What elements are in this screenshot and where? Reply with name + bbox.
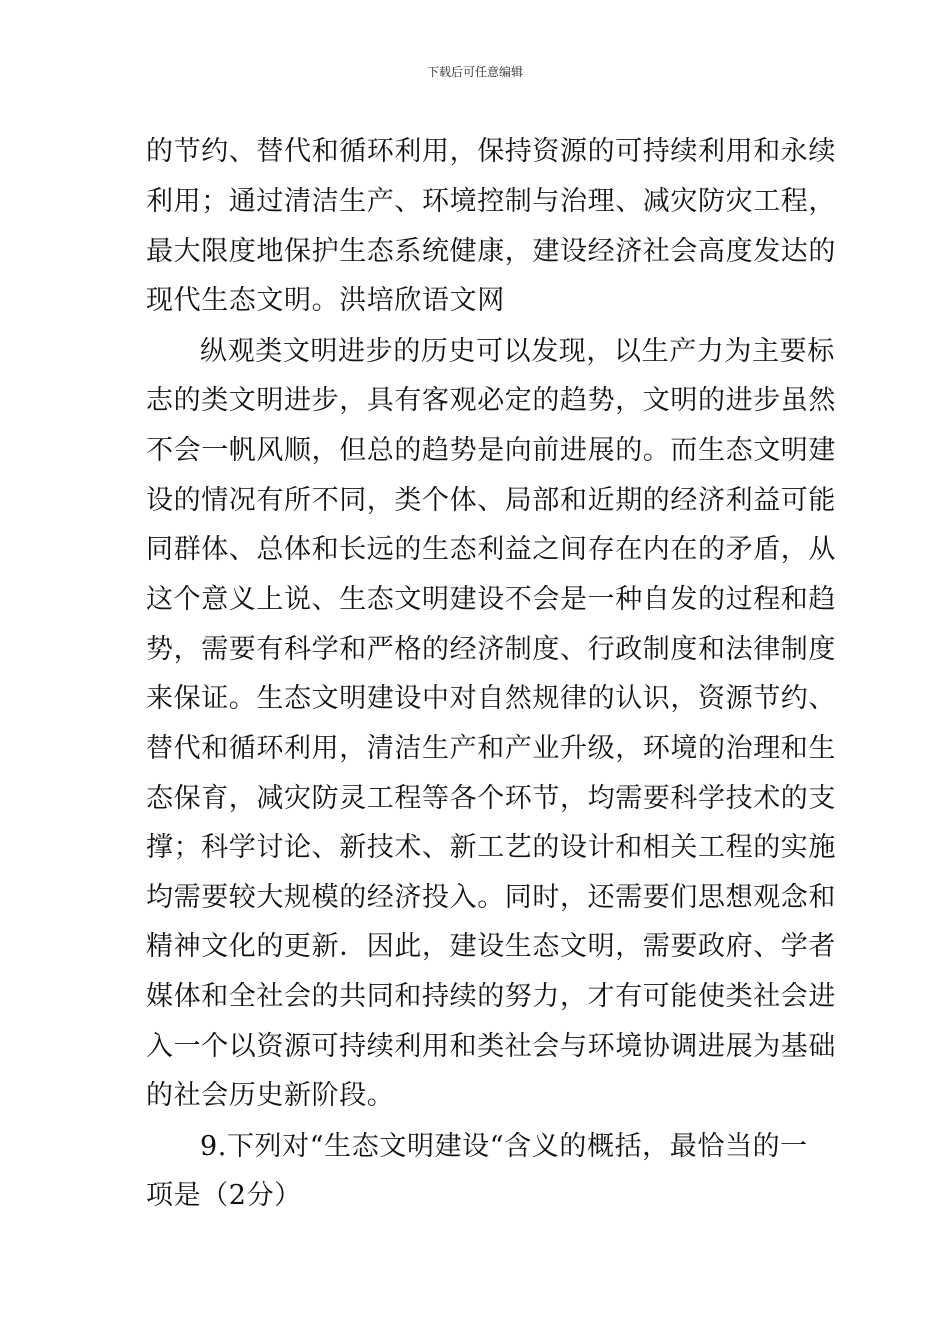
body-line: 设的情况有所不同，类个体、局部和近期的经济利益可能 xyxy=(146,485,836,516)
question-line: 项是（2分） xyxy=(146,1180,302,1211)
body-line: 志的类文明进步，具有客观必定的趋势，文明的进步虽然 xyxy=(146,385,836,416)
body-line: 精神文化的更新．因此，建设生态文明，需要政府、学者 xyxy=(146,931,836,962)
body-line: 这个意义上说、生态文明建设不会是一种自发的过程和趋 xyxy=(146,584,836,615)
body-line: 利用；通过清洁生产、环境控制与治理、减灾防灾工程， xyxy=(146,186,836,217)
body-line: 势，需要有科学和严格的经济制度、行政制度和法律制度 xyxy=(146,634,836,665)
body-line: 入一个以资源可持续利用和类社会与环境协调进展为基础 xyxy=(146,1031,836,1062)
body-line: 最大限度地保护生态系统健康，建设经济社会高度发达的 xyxy=(146,236,836,267)
body-line: 替代和循环利用，清洁生产和产业升级，环境的治理和生 xyxy=(146,733,836,764)
body-line: 纵观类文明进步的历史可以发现，以生产力为主要标 xyxy=(200,336,835,367)
question-line: 9.下列对“生态文明建设“含义的概括，最恰当的一 xyxy=(200,1131,808,1162)
body-line: 态保育，减灾防灵工程等各个环节，均需要科学技术的支 xyxy=(146,783,836,814)
body-line: 不会一帆风顺，但总的趋势是向前进展的。而生态文明建 xyxy=(146,435,836,466)
body-line: 的节约、替代和循环利用，保持资源的可持续利用和永续 xyxy=(146,136,836,167)
body-line: 的社会历史新阶段。 xyxy=(146,1080,395,1111)
page-header: 下载后可任意编辑 xyxy=(426,65,523,79)
body-line: 现代生态文明。洪培欣语文网 xyxy=(146,285,505,316)
body-line: 媒体和全社会的共同和持续的努力，才有可能使类社会进 xyxy=(146,981,836,1012)
body-line: 来保证。生态文明建设中对自然规律的认识，资源节约、 xyxy=(146,683,836,714)
body-line: 均需要较大规模的经济投入。同时，还需要们思想观念和 xyxy=(146,882,836,913)
body-line: 撑；科学讨论、新技术、新工艺的设计和相关工程的实施 xyxy=(146,832,836,863)
body-line: 同群体、总体和长远的生态利益之间存在内在的矛盾，从 xyxy=(146,534,836,565)
